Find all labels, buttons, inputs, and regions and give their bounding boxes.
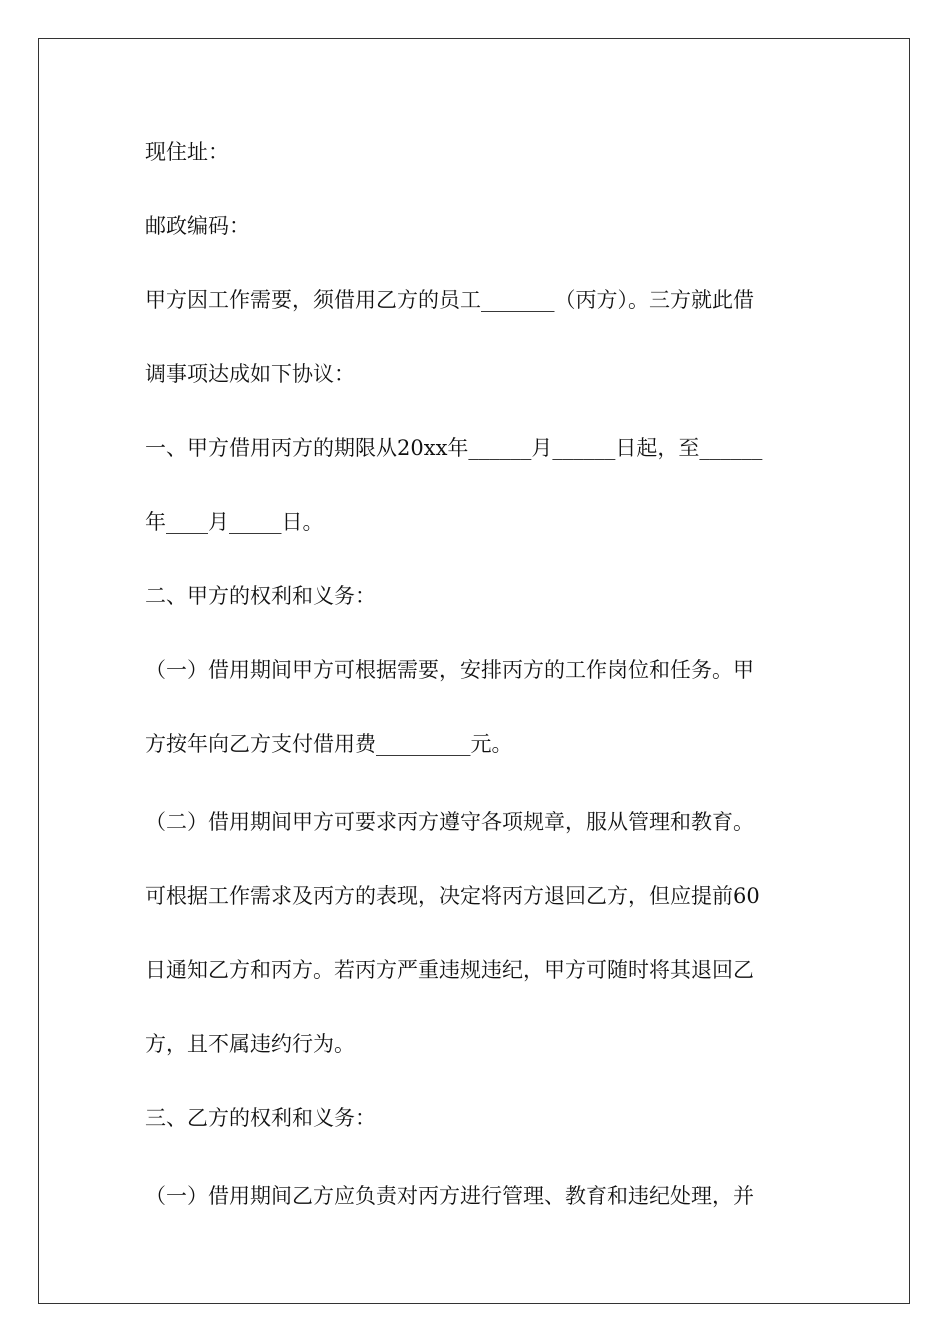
text-line-clause-1-cont: 年____月_____日。 <box>145 510 324 534</box>
text-line-address: 现住址： <box>145 140 229 164</box>
section-heading-party-a: 二、甲方的权利和义务： <box>145 584 376 608</box>
text-line-a-2-cont2: 日通知乙方和丙方。若丙方严重违规违纪，甲方可随时将其退回乙 <box>145 958 754 982</box>
text-line-b-1: （一）借用期间乙方应负责对丙方进行管理、教育和违纪处理，并 <box>145 1184 754 1208</box>
text-line-postal-code: 邮政编码： <box>145 214 250 238</box>
section-heading-party-b: 三、乙方的权利和义务： <box>145 1106 376 1130</box>
text-line-clause-1: 一、甲方借用丙方的期限从20xx年______月______日起，至______ <box>145 436 763 460</box>
text-line-a-1: （一）借用期间甲方可根据需要，安排丙方的工作岗位和任务。甲 <box>145 658 754 682</box>
text-line-intro-cont: 调事项达成如下协议： <box>145 362 355 386</box>
text-line-a-2-cont: 可根据工作需求及丙方的表现，决定将丙方退回乙方，但应提前60 <box>145 884 760 908</box>
text-line-a-2-cont3: 方，且不属违约行为。 <box>145 1032 355 1056</box>
text-line-a-2: （二）借用期间甲方可要求丙方遵守各项规章，服从管理和教育。 <box>145 810 754 834</box>
text-line-intro: 甲方因工作需要，须借用乙方的员工_______（丙方）。三方就此借 <box>145 288 754 312</box>
text-line-a-1-cont: 方按年向乙方支付借用费_________元。 <box>145 732 513 756</box>
